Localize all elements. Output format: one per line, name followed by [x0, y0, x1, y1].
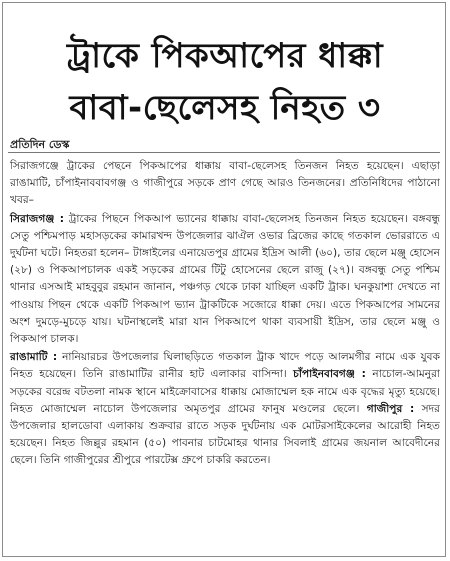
- headline: [0, 30, 450, 134]
- intro-paragraph: [10, 158, 440, 210]
- headline-line-1: ট্রাকে পিকআপের ধাক্কা: [66, 36, 384, 76]
- sirajganj-dateline: সিরাজগঞ্জ :: [10, 212, 64, 225]
- gazipur-dateline: গাজীপুর :: [366, 402, 415, 415]
- gazipur-text: সদর উপজেলার হালডোবা এলাকায় শুক্রবার রাতে সড়ক দুর্ঘটনায় এক মোটরসাইকেলের আরোহী নিহত হয়েছেন। নিহত জিল্লুর রহমান (৫০) পাবনার চাটমোহর থানার সিবলাই গ্রামের জয়নাল আবেদীনের ছেলে। তিনি গাজীপুরের শ্রীপুরে পারটেক্স গ্রুপে চাকরি করতেন।: [10, 402, 440, 467]
- headline-line-2: বাবা-ছেলেসহ নিহত ৩: [69, 88, 381, 128]
- rangamati-dateline: রাঙামাটি :: [10, 351, 58, 364]
- chapai-text: নাচোল-আমনুরা সড়কের বরেন্দ্র বটতলা নামক স্থানে মাইক্রোবাসের ধাক্কায় মোজাম্মেল হক নামে এক বৃদ্ধের মৃত্যু হয়েছে। নিহত মোজাম্মেল নাচোল উপজেলার অমৃতপুর গ্রামের ফানুষ মণ্ডলের ছেলে।: [10, 368, 440, 415]
- sirajganj-paragraph: [10, 211, 440, 349]
- sirajganj-text: ট্রাকের পিছনে পিকআপ ভ্যানের ধাক্কায় বাবা-ছেলেসহ তিনজন নিহত হয়েছেন। বঙ্গবন্ধু সেতু পশ্চিমপাড় মহাসড়কের কামারখন্দ উপজেলার ঝাঐল ওভার ব্রিজের কাছে গতকাল ভোররাতে এ দুর্ঘটনা ঘটে। নিহতরা হলেন– টাঙ্গাইলের এনায়েতপুর গ্রামের ইদ্রিস আলী (৬০), তার ছেলে মঞ্জু হোসেন (২৮) ও পিকআপচালক একই সড়কের গ্রামের টিটু হোসেনের ছেলে রাজু (২৭)। বঙ্গবন্ধু সেতু পশ্চিম থানার এসআই মাহবুবুর রহমান জানান, পঞ্চগড় থেকে ঢাকা যাচ্ছিল একটি ট্রাক। ঘনকুয়াশা দেখতে না পাওয়ায় পিছন থেকে একটি পিকআপ ভ্যান ট্রাকটিকে সজোরে ধাক্কা দেয়। এতে পিকআপের সামনের অংশ দুমড়ে-মুচড়ে যায়। ঘটনাস্থলেই মারা যান পিকআপে থাকা ব্যবসায়ী ইদ্রিস, তার ছেলে মঞ্জু ও পিকআপ চালক।: [10, 212, 440, 346]
- chapai-dateline: চাঁপাইনবাবগঞ্জ :: [293, 368, 366, 381]
- byline: প্রতিদিন ডেস্ক: [10, 138, 70, 151]
- intro-text: সিরাজগঞ্জে ট্রাকের পেছনে পিকআপের ধাক্কায় বাবা-ছেলেসহ তিনজন নিহত হয়েছেন। এছাড়া রাঙামাটি, চাঁপাইনাববাবগঞ্জ ও গাজীপুরে সড়কে প্রাণ গেছে আরও তিনজনের। প্রতিনিধিদের পাঠানো খবর–: [10, 160, 440, 207]
- article-body: [10, 158, 440, 471]
- rangamati-chapai-paragraph: [10, 349, 440, 469]
- byline-divider: [8, 152, 440, 153]
- rangamati-text: নানিয়ারচর উপজেলার ঘিলাছড়িতে গতকাল ট্রাক খাদে পড়ে আলমগীর নামে এক যুবক নিহত হয়েছেন। তিনি রাঙামাটির রানীর হাট এলাকার বাসিন্দা।: [10, 351, 440, 381]
